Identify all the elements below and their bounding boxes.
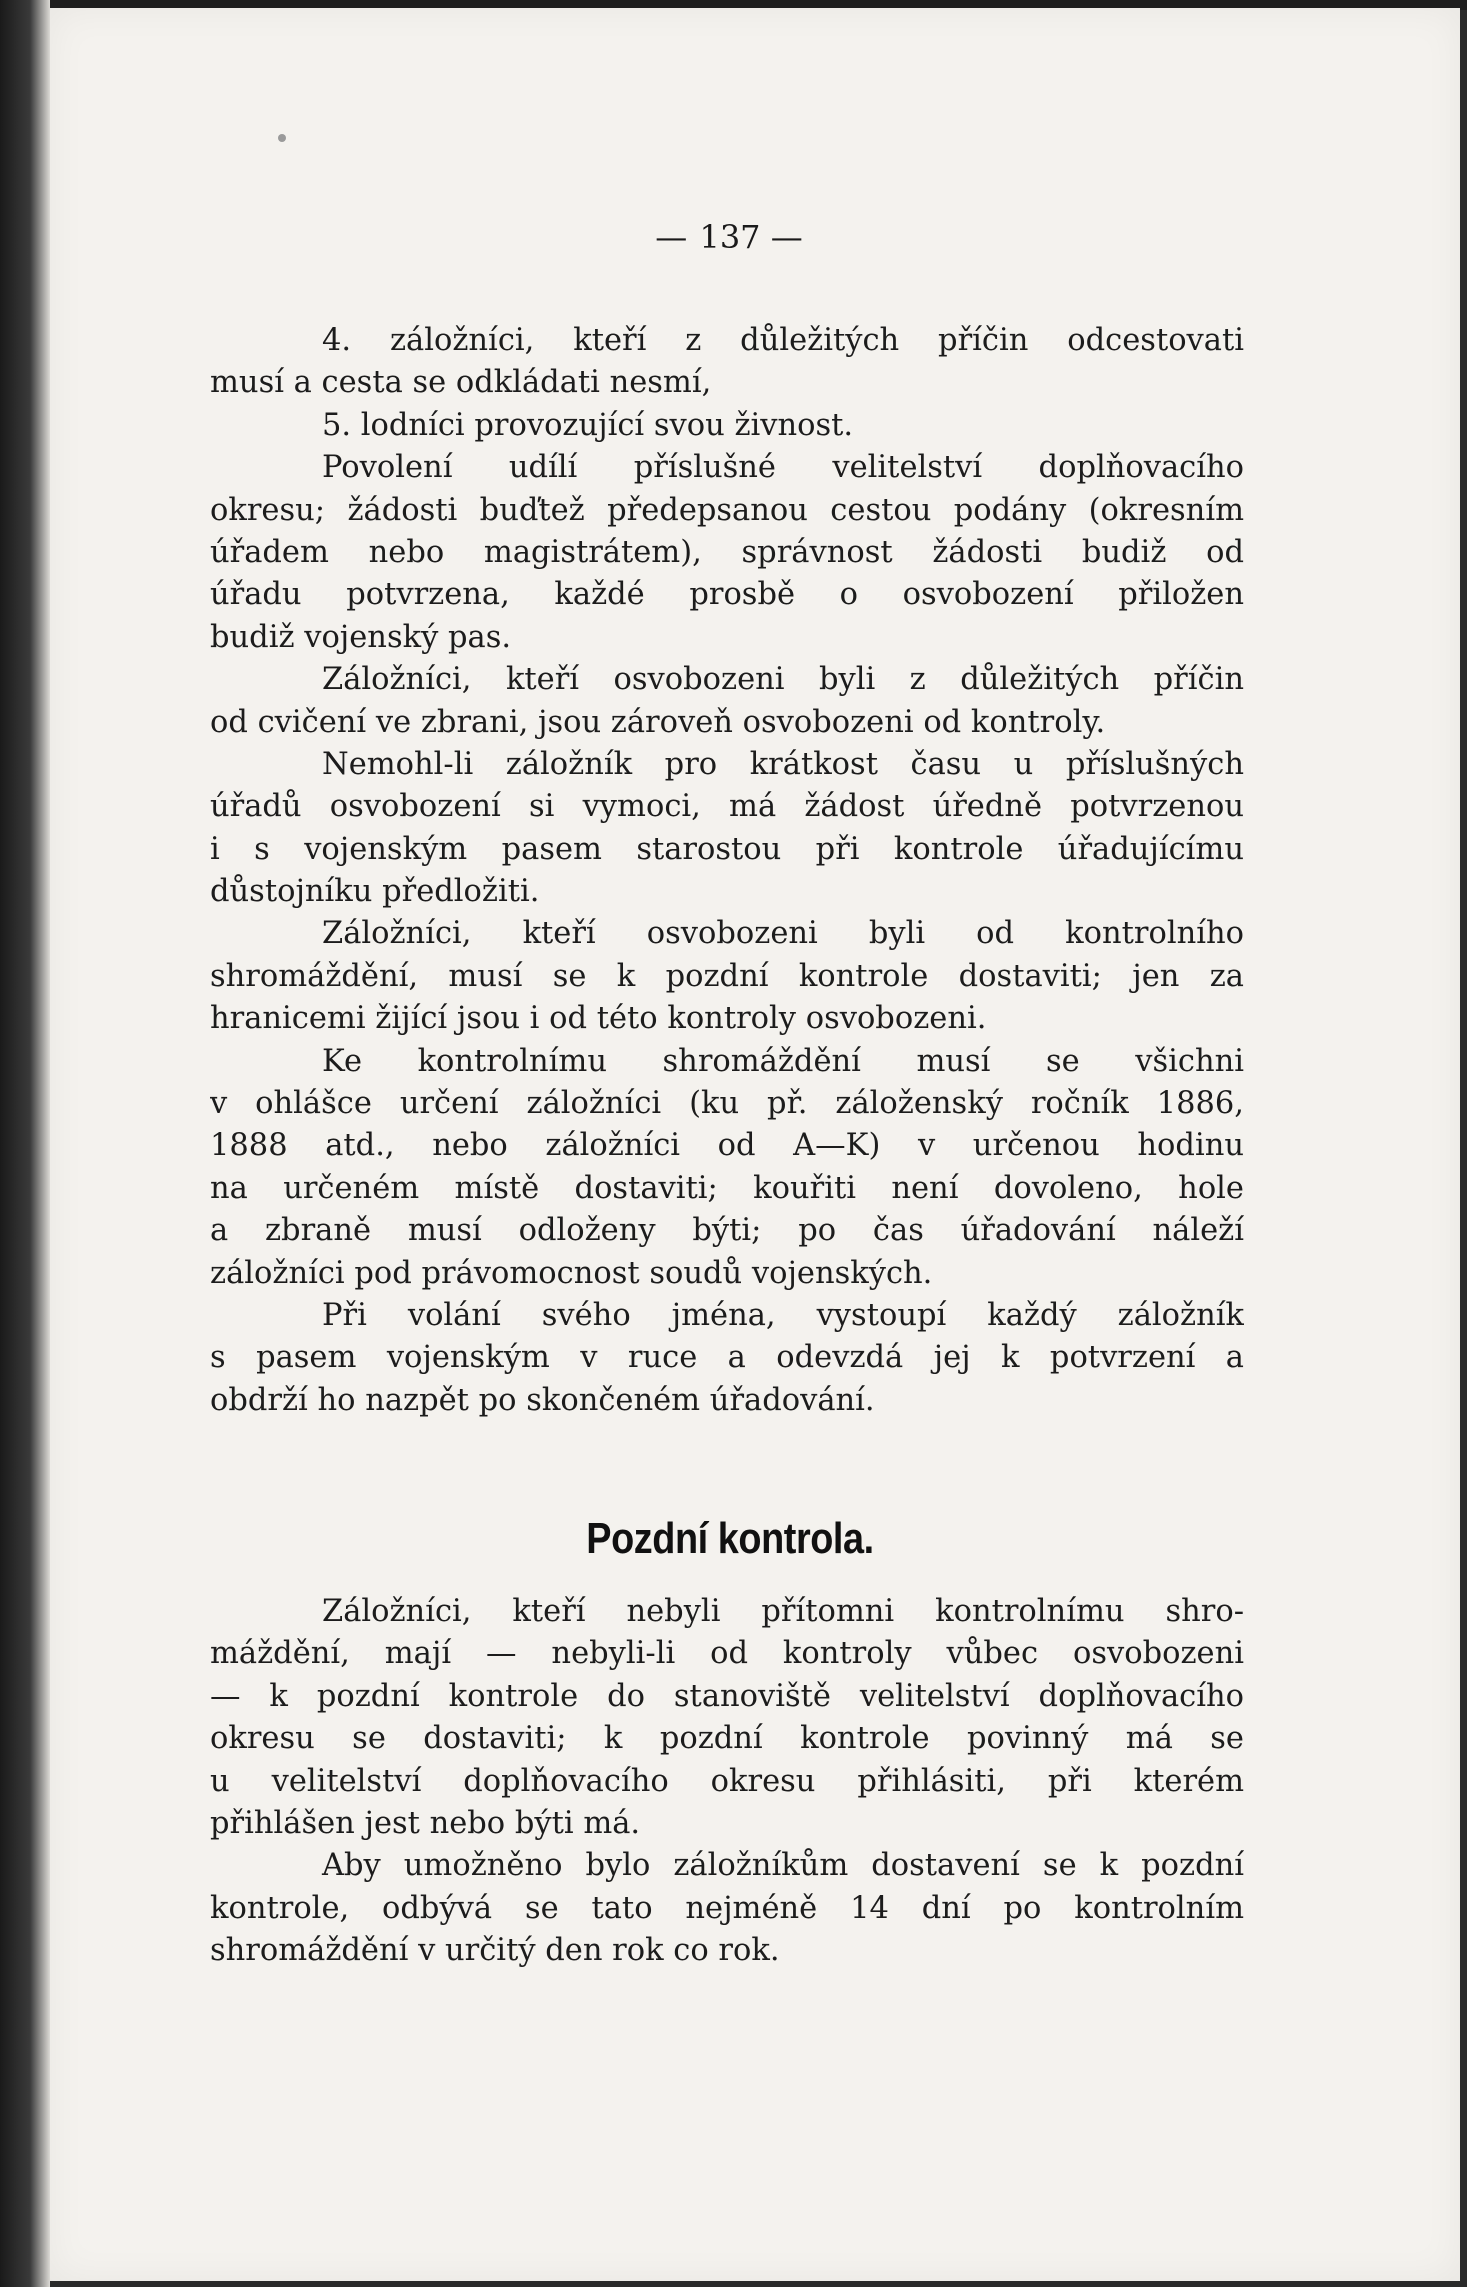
text-line: Při volání svého jména, vystoupí každý záložník [322,1297,1244,1333]
text-line: kontrole, odbývá se tato nejméně 14 dní po kontrolním [210,1890,1244,1926]
text-line: úřadem nebo magistrátem), správnost žádosti budiž od [210,534,1244,570]
text-line: Záložníci, kteří osvobozeni byli z důležitých příčin [322,662,1244,698]
text-line: Ke kontrolnímu shromáždění musí se všichni [322,1043,1244,1079]
text-line: úřadů osvobození si vymoci, má žádost úředně potvrzenou [210,789,1244,825]
text-line: hranicemi žijící jsou i od této kontroly osvobozeni. [210,1001,987,1037]
text-line: úřadu potvrzena, každé prosbě o osvobození přiložen [210,577,1244,613]
text-line: Záložníci, kteří osvobozeni byli od kontrolního [322,916,1244,952]
text-line: 1888 atd., nebo záložníci od A—K) v určenou hodinu [210,1128,1244,1164]
text-line: od cvičení ve zbrani, jsou zároveň osvobozeni od kontroly. [210,704,1106,740]
text-line: Nemohl-li záložník pro krátkost času u příslušných [322,746,1244,782]
text-line: u velitelství doplňovacího okresu přihlásiti, při kterém [210,1763,1244,1799]
text-line: na určeném místě dostaviti; kouřiti není dovoleno, hole [210,1170,1244,1206]
text-line: okresu se dostaviti; k pozdní kontrole povinný má se [210,1721,1244,1757]
text-line: obdrží ho nazpět po skončeném úřadování. [210,1382,875,1418]
text-line: shromáždění v určitý den rok co rok. [210,1933,780,1969]
section-2-text [210,1591,1244,1973]
text-line: s pasem vojenským v ruce a odevzdá jej k potvrzení a [210,1340,1244,1376]
text-line: v ohlášce určení záložníci (ku př. záloženský ročník 1886, [210,1086,1244,1122]
text-line: důstojníku předložiti. [210,874,540,910]
text-line: 5. lodníci provozující svou živnost. [322,407,854,443]
text-line: musí a cesta se odkládati nesmí, [210,365,712,401]
text-line: 4. záložníci, kteří z důležitých příčin odcestovati [322,323,1244,358]
scan-left-edge [0,0,50,2287]
text-line: Aby umožněno bylo záložníkům dostavení se k pozdní [322,1848,1244,1884]
section-heading: Pozdní kontrola. [586,1514,874,1563]
page-number: 137 [699,218,761,256]
text-line: shromáždění, musí se k pozdní kontrole dostaviti; jen za [210,958,1244,994]
text-line: Povolení udílí příslušné velitelství doplňovacího [322,450,1244,486]
text-line: i s vojenským pasem starostou při kontrole úřadujícímu [210,831,1244,867]
text-line: budiž vojenský pas. [210,619,512,655]
page-number-header [50,218,1410,256]
text-line: záložníci pod právomocnost soudů vojenských. [210,1255,933,1291]
paper-speck [278,134,286,142]
text-line: Záložníci, kteří nebyli přítomni kontrolnímu shro- [322,1594,1244,1629]
section-1-text [210,320,1244,1422]
text-line: okresu; žádosti buďtež předepsanou cestou podány (okresním [210,492,1244,528]
book-page [50,8,1460,2281]
text-line: přihlášen jest nebo býti má. [210,1805,641,1841]
text-line: — k pozdní kontrole do stanoviště velitelství doplňovacího [210,1678,1244,1714]
page-number-dash-left: — [655,218,690,256]
text-line: a zbraně musí odloženy býti; po čas úřadování náleží [210,1213,1244,1249]
text-line: máždění, mají — nebyli-li od kontroly vůbec osvobozeni [210,1636,1244,1672]
page-number-dash-right: — [770,218,805,256]
